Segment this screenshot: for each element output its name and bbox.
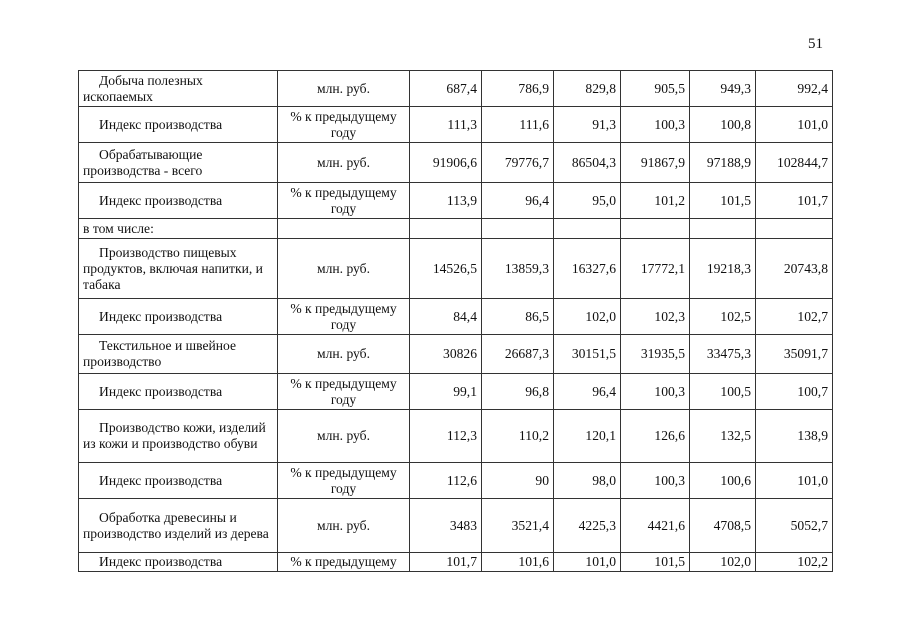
cell-value: 102,3 — [621, 299, 690, 335]
cell-value: 26687,3 — [482, 335, 554, 374]
cell-value: 96,4 — [554, 374, 621, 410]
row-name: Индекс производства — [79, 183, 278, 219]
row-name: в том числе: — [79, 219, 278, 239]
cell-value: 101,0 — [554, 553, 621, 572]
row-unit: % к предыдущему году — [278, 374, 410, 410]
cell-value: 20743,8 — [756, 239, 833, 299]
cell-value: 786,9 — [482, 71, 554, 107]
cell-value: 102,7 — [756, 299, 833, 335]
cell-value: 86,5 — [482, 299, 554, 335]
cell-value: 113,9 — [410, 183, 482, 219]
cell-value: 97188,9 — [690, 143, 756, 183]
row-name: Производство пищевых продуктов, включая напитки, и табака — [79, 239, 278, 299]
cell-value: 101,0 — [756, 107, 833, 143]
cell-value: 101,5 — [690, 183, 756, 219]
row-name: Добыча полезных ископаемых — [79, 71, 278, 107]
cell-value: 4225,3 — [554, 499, 621, 553]
cell-value — [756, 219, 833, 239]
table-row — [79, 71, 833, 107]
cell-value: 112,3 — [410, 410, 482, 463]
cell-value: 132,5 — [690, 410, 756, 463]
cell-value: 79776,7 — [482, 143, 554, 183]
cell-value: 30826 — [410, 335, 482, 374]
table-body — [79, 71, 833, 572]
cell-value: 3483 — [410, 499, 482, 553]
cell-value: 31935,5 — [621, 335, 690, 374]
cell-value: 91,3 — [554, 107, 621, 143]
row-unit: % к предыдущему году — [278, 463, 410, 499]
cell-value: 101,2 — [621, 183, 690, 219]
cell-value: 13859,3 — [482, 239, 554, 299]
table-row — [79, 374, 833, 410]
cell-value — [690, 219, 756, 239]
cell-value: 829,8 — [554, 71, 621, 107]
cell-value: 30151,5 — [554, 335, 621, 374]
cell-value: 96,4 — [482, 183, 554, 219]
table-row — [79, 335, 833, 374]
cell-value: 949,3 — [690, 71, 756, 107]
row-name: Индекс производства — [79, 299, 278, 335]
row-name: Индекс производства — [79, 463, 278, 499]
cell-value: 33475,3 — [690, 335, 756, 374]
table-row — [79, 299, 833, 335]
row-unit — [278, 219, 410, 239]
cell-value: 111,3 — [410, 107, 482, 143]
row-name: Обрабатывающие производства - всего — [79, 143, 278, 183]
row-unit: млн. руб. — [278, 499, 410, 553]
cell-value: 14526,5 — [410, 239, 482, 299]
row-name: Обработка древесины и производство изделий из дерева — [79, 499, 278, 553]
cell-value: 111,6 — [482, 107, 554, 143]
cell-value: 101,7 — [756, 183, 833, 219]
table-row — [79, 107, 833, 143]
page-number: 51 — [808, 36, 823, 52]
cell-value: 96,8 — [482, 374, 554, 410]
row-name: Индекс производства — [79, 553, 278, 572]
cell-value: 4708,5 — [690, 499, 756, 553]
cell-value: 100,5 — [690, 374, 756, 410]
cell-value: 91906,6 — [410, 143, 482, 183]
cell-value: 86504,3 — [554, 143, 621, 183]
cell-value: 91867,9 — [621, 143, 690, 183]
row-unit: млн. руб. — [278, 410, 410, 463]
cell-value: 98,0 — [554, 463, 621, 499]
cell-value — [410, 219, 482, 239]
row-name: Текстильное и швейное производство — [79, 335, 278, 374]
row-unit: % к предыдущему — [278, 553, 410, 572]
table-row — [79, 183, 833, 219]
cell-value: 99,1 — [410, 374, 482, 410]
row-unit: млн. руб. — [278, 239, 410, 299]
cell-value — [554, 219, 621, 239]
table-row — [79, 143, 833, 183]
cell-value: 100,3 — [621, 374, 690, 410]
cell-value: 19218,3 — [690, 239, 756, 299]
row-unit: % к предыдущему году — [278, 107, 410, 143]
table-row — [79, 553, 833, 572]
statistics-table — [78, 70, 833, 572]
cell-value — [482, 219, 554, 239]
cell-value: 112,6 — [410, 463, 482, 499]
cell-value: 35091,7 — [756, 335, 833, 374]
row-name: Индекс производства — [79, 374, 278, 410]
cell-value: 100,8 — [690, 107, 756, 143]
cell-value: 95,0 — [554, 183, 621, 219]
cell-value: 100,7 — [756, 374, 833, 410]
table-row — [79, 239, 833, 299]
row-name: Производство кожи, изделий из кожи и производство обуви — [79, 410, 278, 463]
cell-value: 90 — [482, 463, 554, 499]
row-unit: % к предыдущему году — [278, 299, 410, 335]
cell-value: 16327,6 — [554, 239, 621, 299]
row-unit: млн. руб. — [278, 143, 410, 183]
cell-value: 102844,7 — [756, 143, 833, 183]
cell-value: 102,2 — [756, 553, 833, 572]
table-row — [79, 499, 833, 553]
cell-value: 4421,6 — [621, 499, 690, 553]
cell-value: 101,6 — [482, 553, 554, 572]
cell-value: 138,9 — [756, 410, 833, 463]
cell-value: 102,0 — [554, 299, 621, 335]
table-row — [79, 219, 833, 239]
cell-value: 687,4 — [410, 71, 482, 107]
cell-value: 100,3 — [621, 107, 690, 143]
cell-value: 120,1 — [554, 410, 621, 463]
cell-value: 126,6 — [621, 410, 690, 463]
cell-value: 101,5 — [621, 553, 690, 572]
row-unit: млн. руб. — [278, 335, 410, 374]
cell-value: 102,5 — [690, 299, 756, 335]
cell-value: 905,5 — [621, 71, 690, 107]
row-unit: % к предыдущему году — [278, 183, 410, 219]
cell-value: 84,4 — [410, 299, 482, 335]
cell-value: 3521,4 — [482, 499, 554, 553]
row-name: Индекс производства — [79, 107, 278, 143]
table-row — [79, 410, 833, 463]
cell-value: 992,4 — [756, 71, 833, 107]
cell-value: 101,0 — [756, 463, 833, 499]
cell-value: 100,6 — [690, 463, 756, 499]
row-unit: млн. руб. — [278, 71, 410, 107]
cell-value: 102,0 — [690, 553, 756, 572]
table-row — [79, 463, 833, 499]
cell-value — [621, 219, 690, 239]
cell-value: 17772,1 — [621, 239, 690, 299]
cell-value: 100,3 — [621, 463, 690, 499]
cell-value: 101,7 — [410, 553, 482, 572]
cell-value: 110,2 — [482, 410, 554, 463]
cell-value: 5052,7 — [756, 499, 833, 553]
